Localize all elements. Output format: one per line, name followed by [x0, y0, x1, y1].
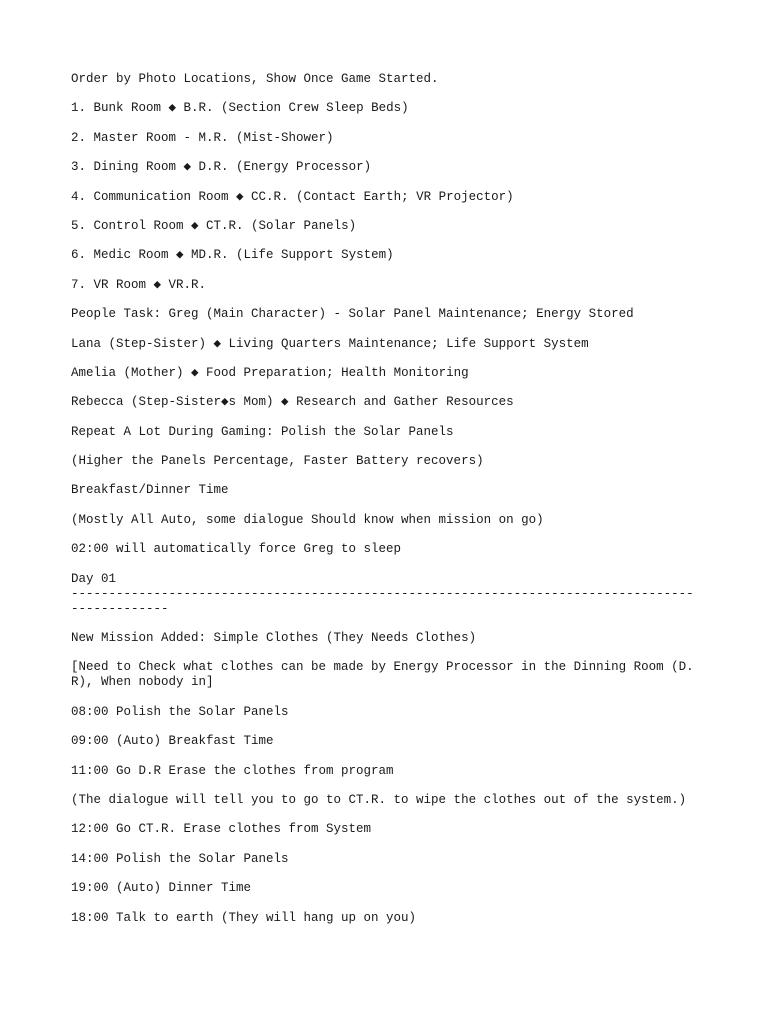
day-entry: 14:00 Polish the Solar Panels [71, 851, 289, 866]
people-task-line: People Task: Greg (Main Character) - Solar Panel Maintenance; Energy Stored [71, 307, 634, 322]
document-header: Order by Photo Locations, Show Once Game Started. [71, 72, 439, 86]
day-entry: 12:00 Go CT.R. Erase clothes from System [71, 822, 372, 837]
day-entry: 09:00 (Auto) Breakfast Time [71, 734, 274, 749]
document-body [71, 72, 701, 940]
room-list-item: 4. Communication Room ◆ CC.R. (Contact Earth; VR Projector) [71, 189, 514, 204]
day-entry: 11:00 Go D.R Erase the clothes from program [71, 763, 394, 778]
people-task-line: Amelia (Mother) ◆ Food Preparation; Health Monitoring [71, 365, 469, 380]
divider-line: ------------------------------------------------------------------------------------------------ [71, 586, 694, 616]
note-line: (Mostly All Auto, some dialogue Should know when mission on go) [71, 512, 544, 527]
room-list-item: 6. Medic Room ◆ MD.R. (Life Support System) [71, 248, 394, 263]
room-list-item: 7. VR Room ◆ VR.R. [71, 277, 207, 292]
note-line: Repeat A Lot During Gaming: Polish the Solar Panels [71, 424, 454, 439]
day-entry: (The dialogue will tell you to go to CT.R. to wipe the clothes out of the system.) [71, 792, 687, 807]
note-line: 02:00 will automatically force Greg to sleep [71, 542, 402, 557]
day-label: Day 01 [71, 571, 117, 586]
day-entry: [Need to Check what clothes can be made by Energy Processor in the Dinning Room (D.R), When nobody in] [71, 660, 694, 690]
room-list-item: 3. Dining Room ◆ D.R. (Energy Processor) [71, 160, 372, 175]
day-entry: 18:00 Talk to earth (They will hang up on you) [71, 910, 417, 925]
room-list-item: 2. Master Room - M.R. (Mist-Shower) [71, 130, 334, 145]
note-line: (Higher the Panels Percentage, Faster Battery recovers) [71, 454, 484, 469]
people-task-line: Lana (Step-Sister) ◆ Living Quarters Maintenance; Life Support System [71, 336, 589, 351]
day-entry: 08:00 Polish the Solar Panels [71, 704, 289, 719]
room-list-item: 1. Bunk Room ◆ B.R. (Section Crew Sleep Beds) [71, 101, 409, 116]
note-line: Breakfast/Dinner Time [71, 483, 229, 498]
day-entry: 19:00 (Auto) Dinner Time [71, 881, 252, 896]
day-entry: New Mission Added: Simple Clothes (They Needs Clothes) [71, 631, 477, 646]
room-list-item: 5. Control Room ◆ CT.R. (Solar Panels) [71, 218, 357, 233]
people-task-line: Rebecca (Step-Sister◆s Mom) ◆ Research and Gather Resources [71, 395, 514, 410]
